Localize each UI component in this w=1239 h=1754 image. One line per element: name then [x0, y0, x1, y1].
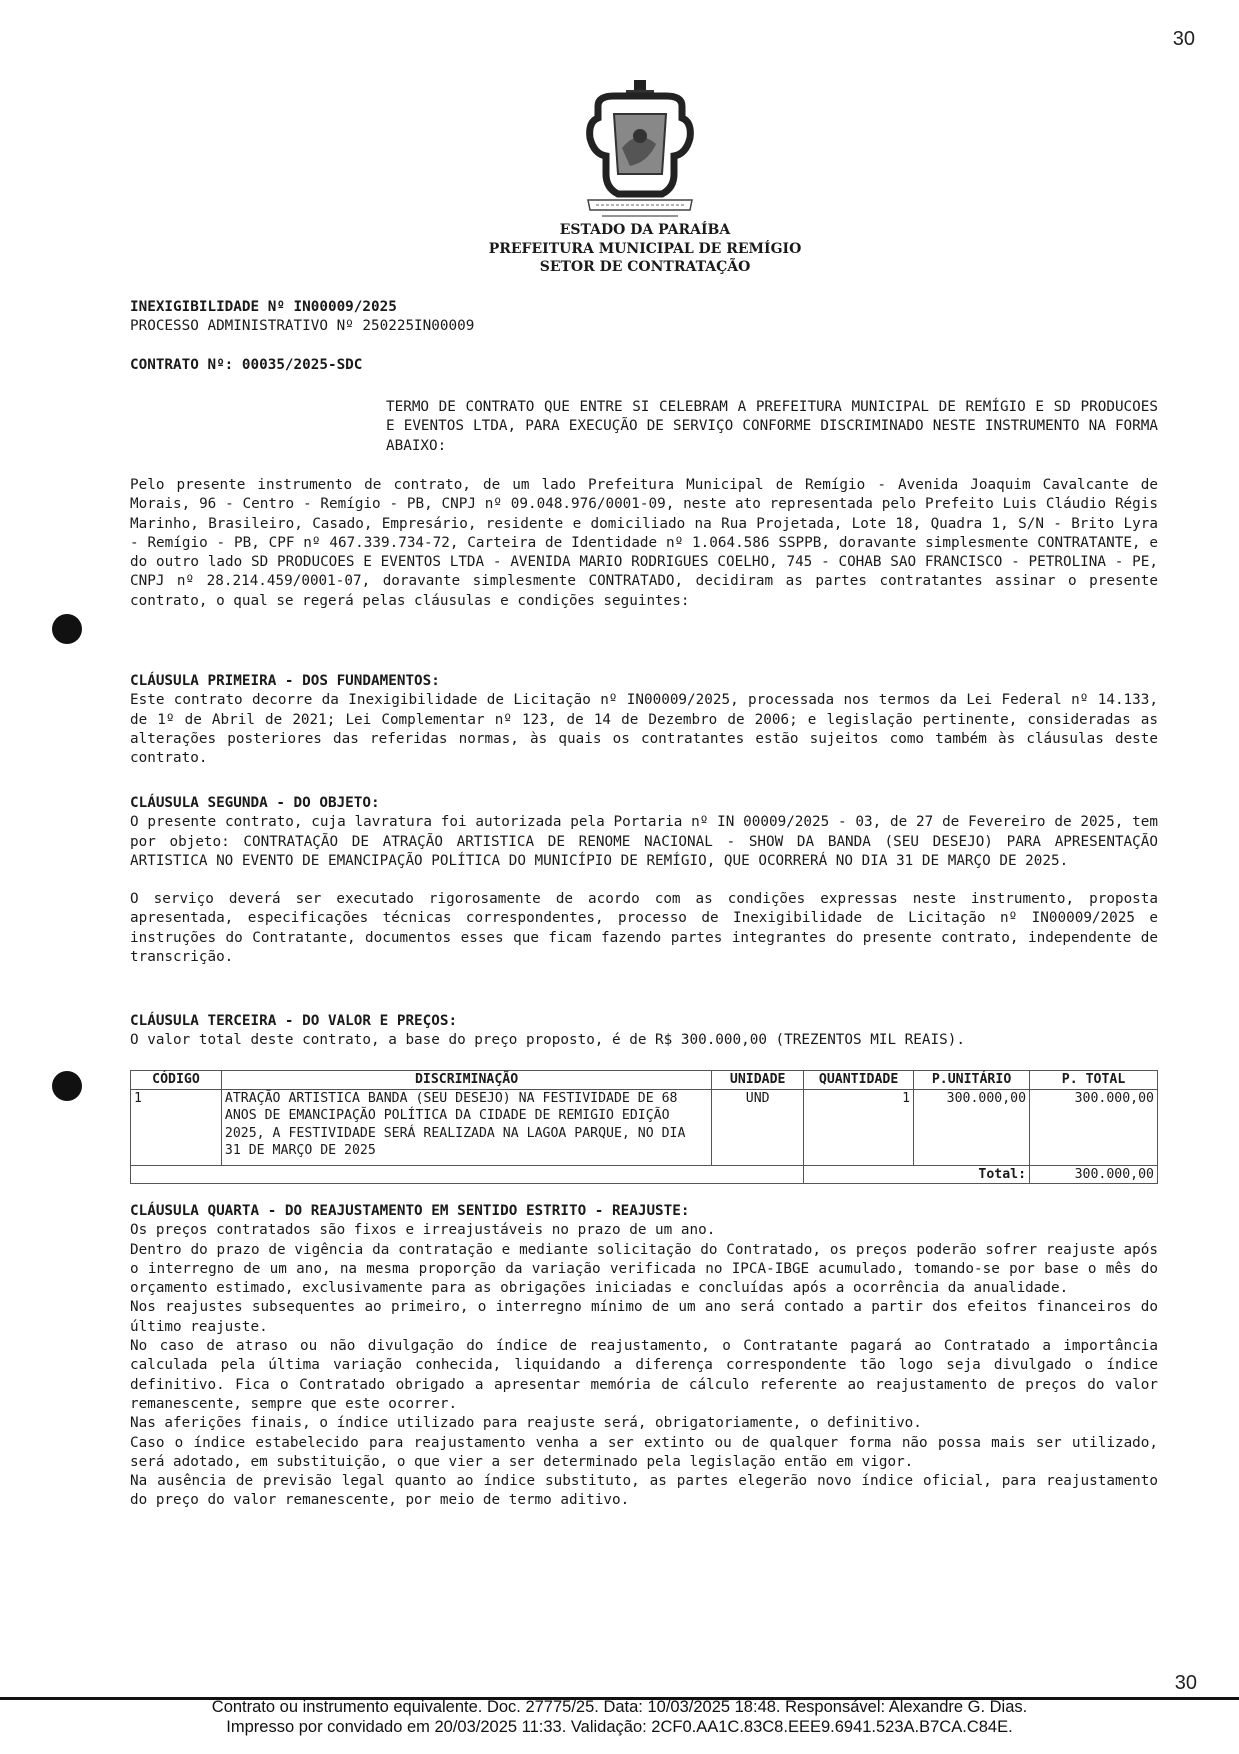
total-value: 300.000,00: [1030, 1165, 1158, 1184]
cell-unidade: UND: [712, 1089, 804, 1165]
clausula-terceira: [130, 1012, 1158, 1051]
cell-quantidade: 1: [804, 1089, 914, 1165]
total-spacer: [131, 1165, 804, 1184]
clausula-primeira: [130, 672, 1158, 768]
preamble-paragraph: Pelo presente instrumento de contrato, de um lado Prefeitura Municipal de Remígio - Avenida Joaquim Cavalcante de Morais, 96 - Centro - Remígio - PB, CNPJ nº 09.048.976/0001-09, neste ato representada pelo Prefeito Luis Cláudio Régis Marinho, Brasileiro, Casado, Empresário, residente e domiciliado na Rua Projetada, Lote 18, Quadra 1, S/N - Brito Lyra - Remígio - PB, CPF nº 467.339.734-72, Carteira de Identidade nº 1.064.586 SSPPB, doravante simplesmente CONTRATANTE, e do outro lado SD PRODUCOES E EVENTOS LTDA - AVENIDA MARIO RODRIGUES COELHO, 745 - COHAB SAO FRANCISCO - PETROLINA - PE, CNPJ nº 28.214.459/0001-07, doravante simplesmente CONTRATADO, decidiram as partes contratantes assinar o presente contrato, o qual se regerá pelas cláusulas e condições seguintes:: [130, 477, 1158, 609]
col-total: P. TOTAL: [1030, 1071, 1158, 1090]
cell-unitario: 300.000,00: [914, 1089, 1030, 1165]
clausula-quarta: [130, 1202, 1158, 1511]
col-discriminacao: DISCRIMINAÇÃO: [221, 1071, 711, 1090]
cell-total: 300.000,00: [1030, 1089, 1158, 1165]
col-quantidade: QUANTIDADE: [804, 1071, 914, 1090]
table-total-row: [131, 1165, 1158, 1184]
clausula-quarta-title: CLÁUSULA QUARTA - DO REAJUSTAMENTO EM SENTIDO ESTRITO - REAJUSTE:: [130, 1203, 690, 1219]
clausula-quarta-paragraph: Nos reajustes subsequentes ao primeiro, o interregno mínimo de um ano será contado a partir dos efeitos financeiros do último reajuste.: [130, 1299, 1158, 1335]
clausula-terceira-title: CLÁUSULA TERCEIRA - DO VALOR E PREÇOS:: [130, 1013, 458, 1029]
processo-number: PROCESSO ADMINISTRATIVO Nº 250225IN00009: [130, 318, 475, 335]
inexigibilidade-number: INEXIGIBILIDADE Nº IN00009/2025: [130, 299, 397, 315]
table-header-row: [131, 1071, 1158, 1090]
header-state: ESTADO DA PARAÍBA: [559, 222, 731, 238]
document-header: [400, 221, 890, 277]
coat-of-arms-icon: [578, 78, 702, 220]
contract-intro: TERMO DE CONTRATO QUE ENTRE SI CELEBRAM A PREFEITURA MUNICIPAL DE REMÍGIO E SD PRODUCOES E EVENTOS LTDA, PARA EXECUÇÃO DE SERVIÇO CONFORME DISCRIMINADO NESTE INSTRUMENTO NA FORMA ABAIXO:: [386, 399, 1158, 454]
clausula-terceira-text: O valor total deste contrato, a base do preço proposto, é de R$ 300.000,00 (TREZENTOS MIL REAIS).: [130, 1032, 965, 1049]
page-number-bottom: 30: [1174, 1672, 1197, 1694]
col-codigo: CÓDIGO: [131, 1071, 222, 1090]
clausula-primeira-title: CLÁUSULA PRIMEIRA - DOS FUNDAMENTOS:: [130, 673, 440, 689]
binder-hole: [52, 614, 82, 644]
identifiers: [130, 298, 1158, 337]
binder-hole: [52, 1071, 82, 1101]
cell-discriminacao: ATRAÇÃO ARTISTICA BANDA (SEU DESEJO) NA FESTIVIDADE DE 68 ANOS DE EMANCIPAÇÃO POLÍTICA DA CIDADE DE REMIGIO EDIÇÃO 2025, A FESTIVIDADE SERÁ REALIZADA NA LAGOA PARQUE, NO DIA 31 DE MARÇO DE 2025: [221, 1089, 711, 1165]
header-prefeitura: PREFEITURA MUNICIPAL DE REMÍGIO: [488, 240, 802, 257]
clausula-primeira-text: Este contrato decorre da Inexigibilidade de Licitação nº IN00009/2025, processada nos termos da Lei Federal nº 14.133, de 1º de Abril de 2021; Lei Complementar nº 123, de 14 de Dezembro de 2006; e legislação pertinente, consideradas as alterações posteriores das referidas normas, às quais os contratantes estão sujeitos como também às cláusulas deste contrato.: [130, 692, 1158, 767]
clausula-segunda-title: CLÁUSULA SEGUNDA - DO OBJETO:: [130, 795, 380, 811]
cell-codigo: 1: [131, 1089, 222, 1165]
col-unidade: UNIDADE: [712, 1071, 804, 1090]
clausula-quarta-paragraph: Caso o índice estabelecido para reajustamento venha a ser extinto ou de qualquer forma não possa mais ser utilizado, será adotado, em substituição, o que vier a ser determinado pela legislação então em vigor.: [130, 1434, 1158, 1470]
clausula-quarta-paragraph: No caso de atraso ou não divulgação do índice de reajustamento, o Contratante pagará ao Contratado a importância calculada pela última variação conhecida, liquidando a diferença correspondente tão logo seja divulgado o índice definitivo. Fica o Contratado obrigado a apresentar memória de cálculo referente ao reajustamento de preços do valor remanescente, sempre que este ocorrer.: [130, 1338, 1158, 1412]
contrato-number: CONTRATO Nº: 00035/2025-SDC: [130, 357, 363, 373]
clausula-quarta-paragraph: Nas aferições finais, o índice utilizado para reajuste será, obrigatoriamente, o definitivo.: [130, 1415, 922, 1432]
items-table: [130, 1070, 1158, 1184]
footer-validation: Impresso por convidado em 20/03/2025 11:33. Validação: 2CF0.AA1C.83C8.EEE9.6941.523A.B7CA.C84E.: [226, 1718, 1013, 1736]
clausula-segunda-text-2: O serviço deverá ser executado rigorosamente de acordo com as condições expressas neste instrumento, proposta apresentada, especificações técnicas correspondentes, processo de Inexigibilidade de Licitação nº IN00009/2025 e instruções do Contratante, documentos esses que ficam fazendo partes integrantes do presente contrato, independente de transcrição.: [130, 891, 1158, 966]
clausula-segunda-text: O presente contrato, cuja lavratura foi autorizada pela Portaria nº IN 00009/2025 - 03, de 27 de Fevereiro de 2025, tem por objeto: CONTRATAÇÃO DE ATRAÇÃO ARTISTICA DE RENOME NACIONAL - SHOW DA BANDA (SEU DESEJO) PARA APRESENTAÇÃO ARTISTICA NO EVENTO DE EMANCIPAÇÃO POLÍTICA DO MUNICÍPIO DE REMÍGIO, QUE OCORRERÁ NO DIA 31 DE MARÇO DE 2025.: [130, 814, 1158, 869]
header-setor: SETOR DE CONTRATAÇÃO: [539, 259, 751, 275]
clausula-segunda: [130, 794, 1158, 967]
clausula-quarta-paragraph: Os preços contratados são fixos e irreajustáveis no prazo de um ano.: [130, 1222, 716, 1239]
page-number-top: 30: [1172, 28, 1195, 50]
footer-document-info: Contrato ou instrumento equivalente. Doc. 27775/25. Data: 10/03/2025 18:48. Responsável: Alexandre G. Dias.: [211, 1698, 1028, 1716]
table-row: [131, 1089, 1158, 1165]
clausula-quarta-paragraph: Dentro do prazo de vigência da contratação e mediante solicitação do Contratado, os preços poderão sofrer reajuste após o interregno de um ano, na mesma proporção da variação verificada no IPCA-IBGE acumulado, tomando-se por base o mês do orçamento estimado, exclusivamente para as obrigações iniciadas e concluídas após a ocorrência da anualidade.: [130, 1241, 1158, 1297]
total-label: Total:: [804, 1165, 1030, 1184]
clausula-quarta-paragraph: Na ausência de previsão legal quanto ao índice substituto, as partes elegerão novo índice oficial, para reajustamento do preço do valor remanescente, por meio de termo aditivo.: [130, 1473, 1158, 1509]
col-unitario: P.UNITÁRIO: [914, 1071, 1030, 1090]
